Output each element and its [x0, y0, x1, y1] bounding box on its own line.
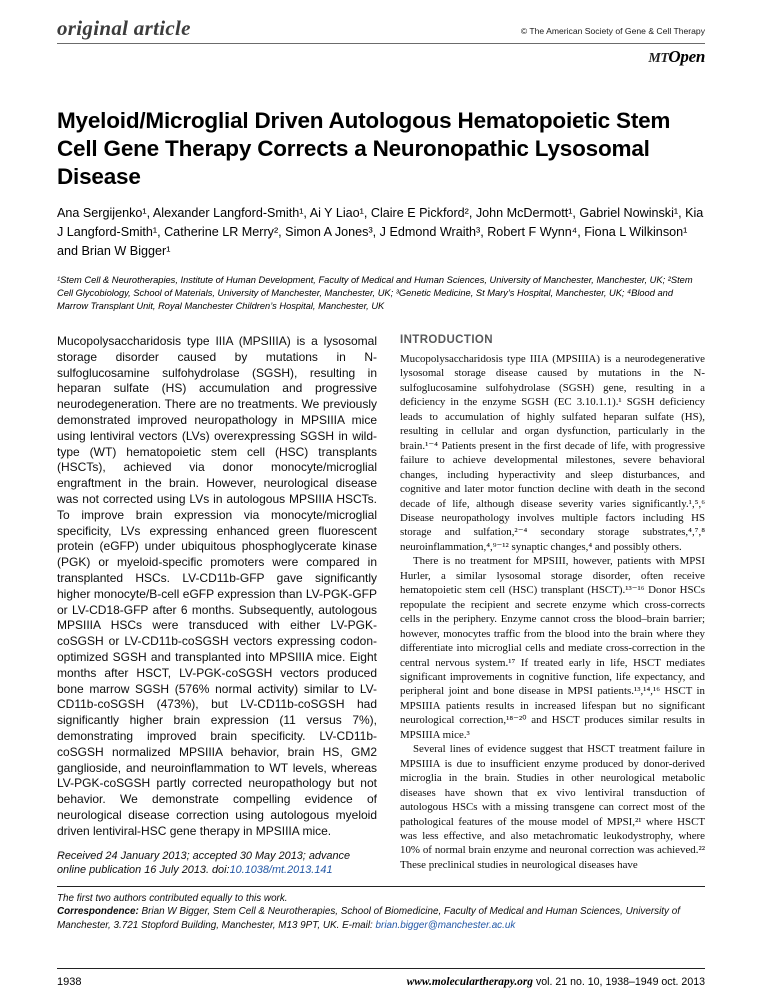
article-body — [57, 334, 705, 877]
doi-link[interactable]: 10.1038/mt.2013.141 — [229, 863, 333, 876]
article-type-label: original article — [57, 16, 191, 40]
paper-title: Myeloid/Microglial Driven Autologous Hematopoietic Stem Cell Gene Therapy Corrects a Neuronopathic Lysosomal Disease — [57, 108, 671, 189]
footnote-section — [57, 886, 705, 933]
received-text: Received 24 January 2013; accepted 30 May 2013; advance online publication 16 July 2013. doi: — [57, 849, 351, 876]
abstract-text: Mucopolysaccharidosis type IIIA (MPSIIIA) is a lysosomal storage disorder caused by mutations in N-sulfoglucosamine sulfohydrolase (SGSH), resulting in heparan sulfate (HS) accumulation and progressive neurodegeneration. There are no treatments. We previously demonstrated improved neuropathology in MPSIIIA mice using lentiviral vectors (LVs) overexpressing SGSH in wild-type (WT) hematopoietic stem cell (HSC) transplants (HSCTs), achieved via donor monocyte/microglial engraftment in the brain. However, neurological disease was not corrected using LVs in autologous MPSIIIA HSCTs. To improve brain expression via monocyte/microglial specificity, LVs expressing enhanced green fluorescent protein (eGFP) under ubiquitous phosphoglycerate kinase (PGK) or myeloid-specific promoters were compared in transplanted HSCs. LV-CD11b-GFP gave significantly higher monocyte/B-cell eGFP expression than LV-PGK-GFP or LV-CD18-GFP after 6 months. Subsequently, autologous MPSIIIA HSCs were transduced with either LV-PGK-coSGSH or LV-CD11b-coSGSH vectors expressing codon-optimized SGSH and transplanted into MPSIIIA mice. Eight months after HSCT, LV-PGK-coSGSH vectors produced bone marrow SGSH (576% normal activity) similar to LV-CD11b-coSGSH (473%), but LV-CD11b-coSGSH had significantly higher brain expression (11 versus 7%), demonstrating improved brain specificity. LV-CD11b-coSGSH normalized MPSIIIA behavior, brain HS, GM2 ganglioside, and neuroinflammation to WT levels, whereas LV-PGK-coSGSH partly corrected neuropathology but not behavior. We demonstrate compelling evidence of neurological disease correction using autologous myeloid driven lentiviral-HSC gene therapy in MPSIIIA mice. — [57, 334, 377, 838]
open-logo-text: Open — [668, 47, 705, 66]
authors-list: Ana Sergijenko¹, Alexander Langford-Smith¹, Ai Y Liao¹, Claire E Pickford², John McDermott¹, Gabriel Nowinski¹, Kia J Langford-Smith¹, Catherine LR Merry², Simon A Jones³, J Edmond Wraith³, Robert F Wynn⁴, Fiona L Wilkinson¹ and Brian W Bigger¹ — [57, 206, 704, 258]
affiliations: ¹Stem Cell & Neurotherapies, Institute of Human Development, Faculty of Medical and Human Sciences, University of Manchester, Manchester, UK; ²Stem Cell Glycobiology, School of Materials, University of Manchester, Manchester, UK; ³Genetic Medicine, St Mary’s Hospital, Manchester, UK; ⁴Blood and Marrow Transplant Unit, Royal Manchester Children’s Hospital, Manchester, UK — [57, 275, 693, 311]
mt-logo-text: MT — [648, 51, 669, 66]
correspondence-label: Correspondence: — [57, 906, 139, 918]
page-header — [57, 16, 705, 41]
introduction-heading: INTRODUCTION — [400, 334, 493, 346]
correspondence-text: Brian W Bigger, Stem Cell & Neurotherapies, School of Biomedicine, Faculty of Medical and Human Sciences, University of Manchester, 3.721 Stopford Building, Manchester, M13 9PT, UK. E-mail: — [57, 906, 680, 931]
abstract-column — [57, 334, 377, 877]
correspondence-note — [57, 905, 705, 932]
equal-contribution-note: The first two authors contributed equally to this work. — [57, 892, 288, 904]
introduction-body — [400, 352, 705, 872]
copyright-notice: © The American Society of Gene & Cell Therapy — [520, 26, 705, 36]
page-footer — [57, 968, 705, 988]
introduction-column — [400, 334, 705, 877]
intro-paragraph: Mucopolysaccharidosis type IIIA (MPSIIIA) is a neurodegenerative lysosomal storage disease caused by mutations in the N-sulfoglucosamine sulfohydrolase (SGSH) gene, resulting in a deficiency in the enzyme SGSH (EC 3.10.1.1).¹ SGSH deficiency leads to accumulation of highly sulfated heparan sulfate (HS), resulting in cellular and organ dysfunction, particularly in the brain.¹⁻⁴ Patients present in the first decade of life, with progressive failure to achieve developmental milestones, severe behavioral changes, including hyperactivity and sleep disturbances, and cognitive and later motor function decline with death in the second decade of life, although disease severity varies significantly.¹,⁵,⁶ Disease neuropathology involves multiple factors including HS storage and sulfation,²⁻⁴ secondary storage substrates,⁴,⁷,⁸ neuroinflammation,⁴,⁹⁻¹² synaptic changes,⁴ and possibly others. — [400, 353, 705, 553]
received-note — [57, 849, 377, 877]
intro-paragraph: There is no treatment for MPSIII, however, patients with MPSI Hurler, a similar lysosomal storage disorder, often receive hematopoietic stem cell (HSC) transplant (HSCT).¹³⁻¹⁶ Donor HSCs repopulate the recipient and secrete enzyme which cross-corrects cells in the periphery. Enzyme cannot cross the blood–brain barrier; however, monocytes traffic from the blood into the brain where they differentiate into microglial cells and mediate cross-correction in the central nervous system.¹⁷ If treated early in life, HSCT mediates significant improvements in cognitive function, life expectancy, and peripheral joint and bone disease in MPSI patients.¹³,¹⁴,¹⁶ HSCT in MPSIIIA patients results in increased lifespan but no significant neurological correction,¹⁸⁻²⁰ and HSCT produces similar results in MPSIIIA mice.³ — [400, 555, 705, 741]
header-divider — [57, 43, 705, 44]
journal-url: www.moleculartherapy.org — [406, 976, 533, 988]
issue-info: vol. 21 no. 10, 1938–1949 oct. 2013 — [533, 976, 705, 988]
issue-line — [407, 976, 705, 988]
email-link[interactable]: brian.bigger@manchester.ac.uk — [375, 919, 516, 931]
mt-open-logo — [57, 47, 705, 67]
page-number: 1938 — [57, 976, 82, 988]
intro-paragraph: Several lines of evidence suggest that HSCT treatment failure in MPSIIIA is due to insufficient enzyme produced by donor-derived microglia in the brain. Studies in other neurological metabolic diseases have shown that ex vivo lentiviral transduction of autologous HSCs with a missing transgene can correct most of the pathological features of the mouse model of MPSI,²¹ where HSCT was less effective, and also metachromatic leukodystrophy, where 10% of normal brain enzyme and neuronal correction was achieved.²² These preclinical studies in neurological diseases have — [400, 743, 705, 871]
